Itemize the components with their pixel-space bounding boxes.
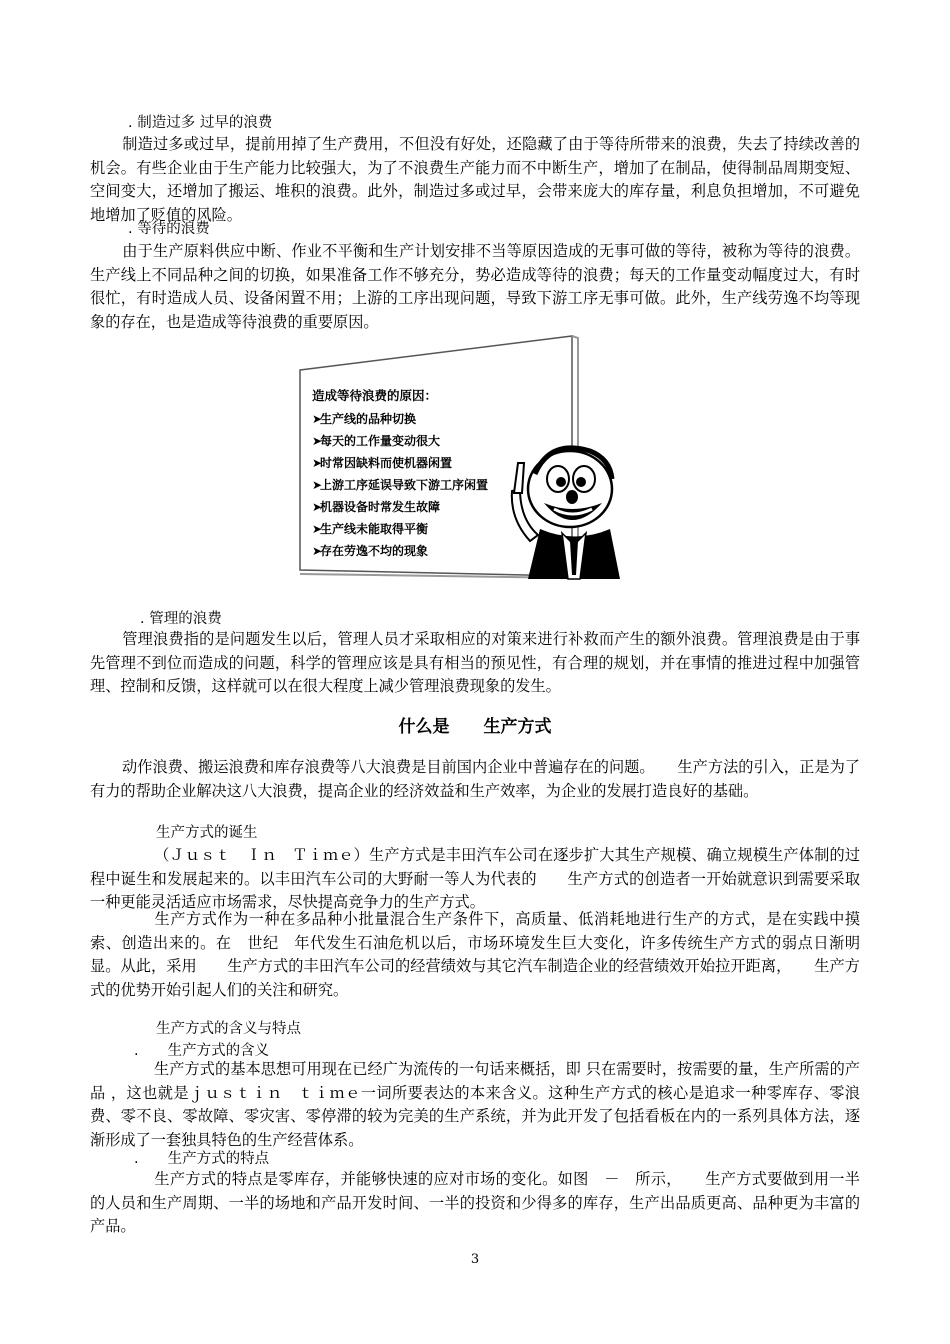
figure-cause-item: ➤存在劳逸不均的现象	[312, 540, 488, 562]
paragraph-management-text: 管理浪费指的是问题发生以后，管理人员才采取相应的对策来进行补救而产生的额外浪费。管理浪费是由于事先管理不到位而造成的问题，科学的管理应该是具有相当的预见性，有合理的规划，并在事情的推进过程中加强管理、控制和反馈，这样就可以在很大程度上减少管理浪费现象的发生。	[90, 630, 860, 696]
figure-cause-item: ➤生产线未能取得平衡	[312, 518, 488, 540]
subheading-features: . 生产方式的特点	[134, 1151, 270, 1167]
paragraph-birth-1	[90, 844, 860, 915]
section-heading-management: . 管理的浪费	[140, 611, 222, 627]
page-title: 什么是 生产方式	[398, 717, 552, 737]
figure-cause-list	[312, 408, 488, 562]
paragraph-intro	[90, 756, 860, 803]
paragraph-birth-2	[90, 908, 860, 1002]
paragraph-meaning	[90, 1058, 860, 1152]
arrow-bullet-icon: ➤	[312, 544, 323, 558]
paragraph-management	[90, 628, 860, 699]
subheading-meaning: . 生产方式的含义	[134, 1043, 270, 1059]
figure-cause-item: ➤时常因缺料而使机器闲置	[312, 452, 488, 474]
arrow-bullet-icon: ➤	[312, 500, 323, 514]
paragraph-features	[90, 1168, 860, 1239]
section-heading-overproduction: . 制造过多 过早的浪费	[128, 115, 273, 131]
arrow-bullet-icon: ➤	[312, 478, 323, 492]
section-heading-meaning: 生产方式的含义与特点	[156, 1021, 301, 1037]
figure-title: 造成等待浪费的原因：	[312, 388, 438, 403]
arrow-bullet-icon: ➤	[312, 456, 323, 470]
paragraph-birth-2-text: 生产方式作为一种在多品种小批量混合生产条件下，高质量、低消耗地进行生产的方式，是在实践中摸索、创造出来的。在 世纪 年代发生石油危机以后，市场环境发生巨大变化，许多传统生产方式的弱点日渐明显。从此，采用 生产方式的丰田汽车公司的经营绩效与其它汽车制造企业的经营绩效开始拉开距离， 生产方式的优势开始引起人们的关注和研究。	[90, 910, 860, 999]
figure-cause-item: ➤机器设备时常发生故障	[312, 496, 488, 518]
arrow-bullet-icon: ➤	[312, 522, 323, 536]
section-heading-birth: 生产方式的诞生	[156, 825, 258, 841]
paragraph-overproduction-text: 制造过多或过早，提前用掉了生产费用，不但没有好处，还隐藏了由于等待所带来的浪费，失去了持续改善的机会。有些企业由于生产能力比较强大，为了不浪费生产能力而不中断生产，增加了在制品，使得制品周期变短、空间变大，还增加了搬运、堆积的浪费。此外，制造过多或过早，会带来庞大的库存量，利息负担增加，不可避免地增加了贬值的风险。	[90, 135, 860, 224]
paragraph-birth-1-text: （Ｊｕｓｔ Ｉｎ Ｔｉｍｅ）生产方式是丰田汽车公司在逐步扩大其生产规模、确立规模生产体制的过程中诞生和发展起来的。以丰田汽车公司的大野耐一等人为代表的 生产方式的创造者一开始就意识到需要采取一种更能灵活适应市场需求，尽快提高竞争力的生产方式。	[90, 846, 860, 912]
figure-cause-item: ➤生产线的品种切换	[312, 408, 488, 430]
figure-cause-item: ➤每天的工作量变动很大	[312, 430, 488, 452]
arrow-bullet-icon: ➤	[312, 434, 323, 448]
paragraph-meaning-text: 生产方式的基本思想可用现在已经广为流传的一句话来概括，即 只在需要时，按需要的量，生产所需的产品 ，这也就是ｊｕｓｔｉｎ ｔｉｍｅ一词所要表达的本来含义。这种生产方式的核心是追求一种零库存、零浪费、零不良、零故障、零灾害、零停滞的较为完美的生产系统，并为此开发了包括看板在内的一系列具体方法，逐渐形成了一套独具特色的生产经营体系。	[90, 1060, 860, 1149]
paragraph-waiting	[90, 240, 860, 334]
paragraph-overproduction	[90, 133, 860, 227]
paragraph-features-text: 生产方式的特点是零库存，并能够快速的应对市场的变化。如图 － 所示， 生产方式要做到用一半的人员和生产周期、一半的场地和产品开发时间、一半的投资和少得多的库存，生产出品质更高、品种更为丰富的产品。	[90, 1170, 860, 1236]
section-heading-waiting: . 等待的浪费	[128, 221, 210, 237]
figure-cause-item: ➤上游工序延误导致下游工序闲置	[312, 474, 488, 496]
arrow-bullet-icon: ➤	[312, 412, 323, 426]
waiting-causes-figure	[290, 334, 620, 580]
paragraph-intro-text: 动作浪费、搬运浪费和库存浪费等八大浪费是目前国内企业中普遍存在的问题。 生产方法的引入，正是为了有力的帮助企业解决这八大浪费，提高企业的经济效益和生产效率，为企业的发展打造良好的基础。	[90, 758, 860, 800]
page-number: 3	[470, 1252, 480, 1267]
paragraph-waiting-text: 由于生产原料供应中断、作业不平衡和生产计划安排不当等原因造成的无事可做的等待，被称为等待的浪费。生产线上不同品种之间的切换，如果准备工作不够充分，势必造成等待的浪费；每天的工作量变动幅度过大，有时很忙，有时造成人员、设备闲置不用；上游的工序出现问题，导致下游工序无事可做。此外，生产线劳逸不均等现象的存在，也是造成等待浪费的重要原因。	[90, 242, 860, 331]
